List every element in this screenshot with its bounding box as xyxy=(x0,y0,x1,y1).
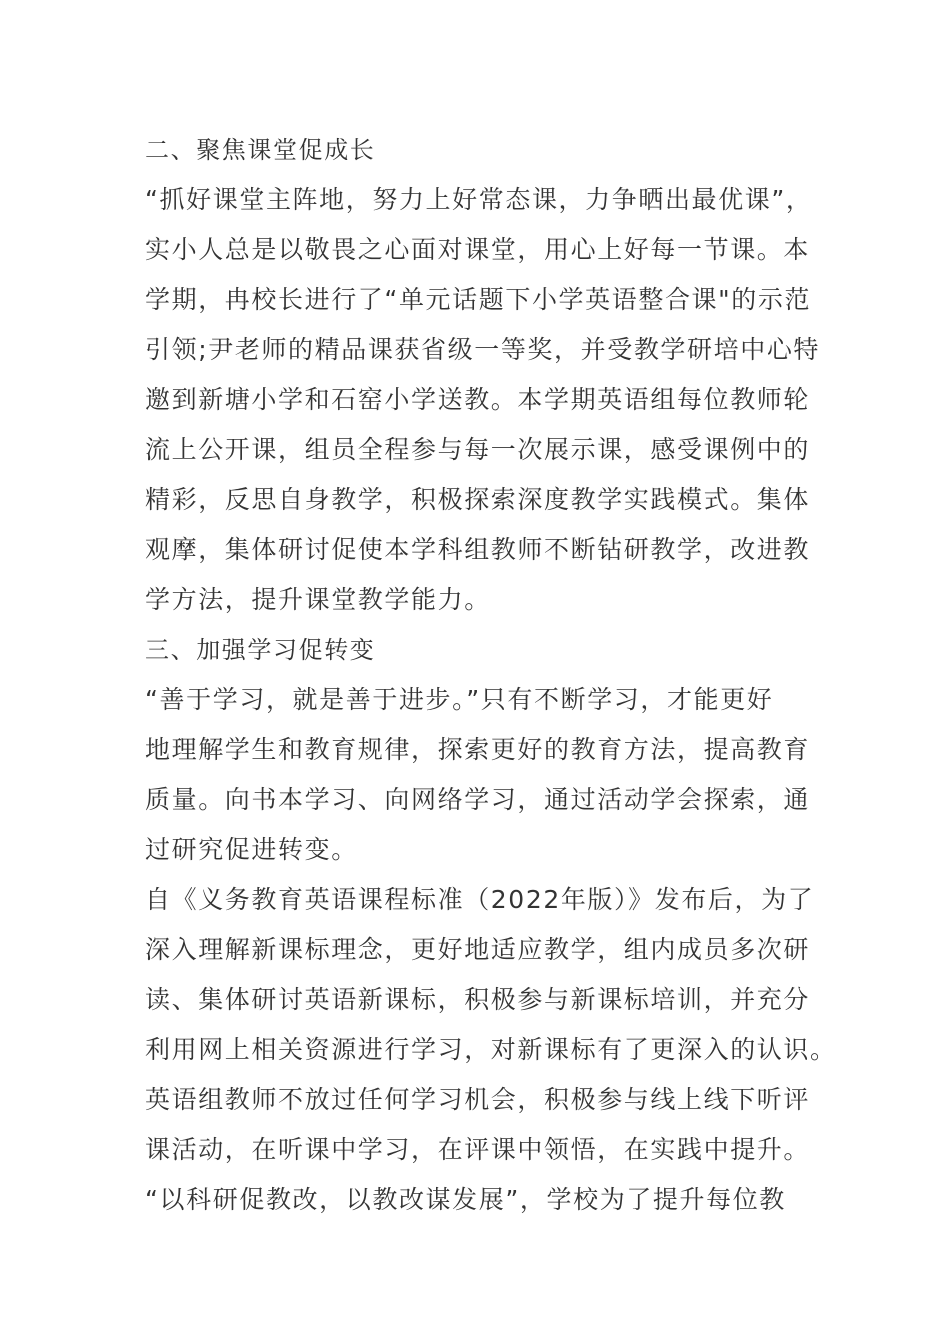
paragraph-line: 读、集体研讨英语新课标，积极参与新课标培训，并充分 xyxy=(145,985,811,1014)
paragraph-line: 学方法，提升课堂教学能力。 xyxy=(145,585,491,614)
paragraph-line: 深入理解新课标理念，更好地适应教学，组内成员多次研 xyxy=(145,935,811,964)
section-heading-3: 三、加强学习促转变 xyxy=(145,636,376,664)
paragraph-line: 观摩，集体研讨促使本学科组教师不断钻研教学，改进教 xyxy=(145,535,811,564)
paragraph-line: “抓好课堂主阵地，努力上好常态课，力争晒出最优课”， xyxy=(145,185,813,214)
paragraph-line: “以科研促教改，以教改谋发展”，学校为了提升每位教 xyxy=(145,1185,786,1214)
paragraph-line: 英语组教师不放过任何学习机会，积极参与线上线下听评 xyxy=(145,1085,811,1114)
paragraph-line: 引领;尹老师的精品课获省级一等奖，并受教学研培中心特 xyxy=(145,335,821,364)
paragraph-line: 精彩，反思自身教学，积极探索深度教学实践模式。集体 xyxy=(145,485,811,514)
paragraph-line: “善于学习，就是善于进步。”只有不断学习，才能更好 xyxy=(145,685,774,714)
paragraph-line: 自《义务教育英语课程标准（2022年版）》发布后，为了 xyxy=(145,885,815,914)
section-heading-2: 二、聚焦课堂促成长 xyxy=(145,136,376,164)
paragraph-line: 课活动，在听课中学习，在评课中领悟，在实践中提升。 xyxy=(145,1135,811,1164)
document-body xyxy=(145,125,837,1225)
paragraph-line: 质量。向书本学习、向网络学习，通过活动学会探索，通 xyxy=(145,785,811,814)
paragraph-line: 过研究促进转变。 xyxy=(145,835,358,864)
paragraph-line: 地理解学生和教育规律，探索更好的教育方法，提高教育 xyxy=(145,735,811,764)
paragraph-line: 利用网上相关资源进行学习，对新课标有了更深入的认识。 xyxy=(145,1035,837,1064)
paragraph-line: 学期，冉校长进行了“单元话题下小学英语整合课"的示范 xyxy=(145,285,812,314)
paragraph-line: 邀到新塘小学和石窑小学送教。本学期英语组每位教师轮 xyxy=(145,385,811,414)
paragraph-line: 实小人总是以敬畏之心面对课堂，用心上好每一节课。本 xyxy=(145,235,811,264)
paragraph-line: 流上公开课，组员全程参与每一次展示课，感受课例中的 xyxy=(145,435,811,464)
